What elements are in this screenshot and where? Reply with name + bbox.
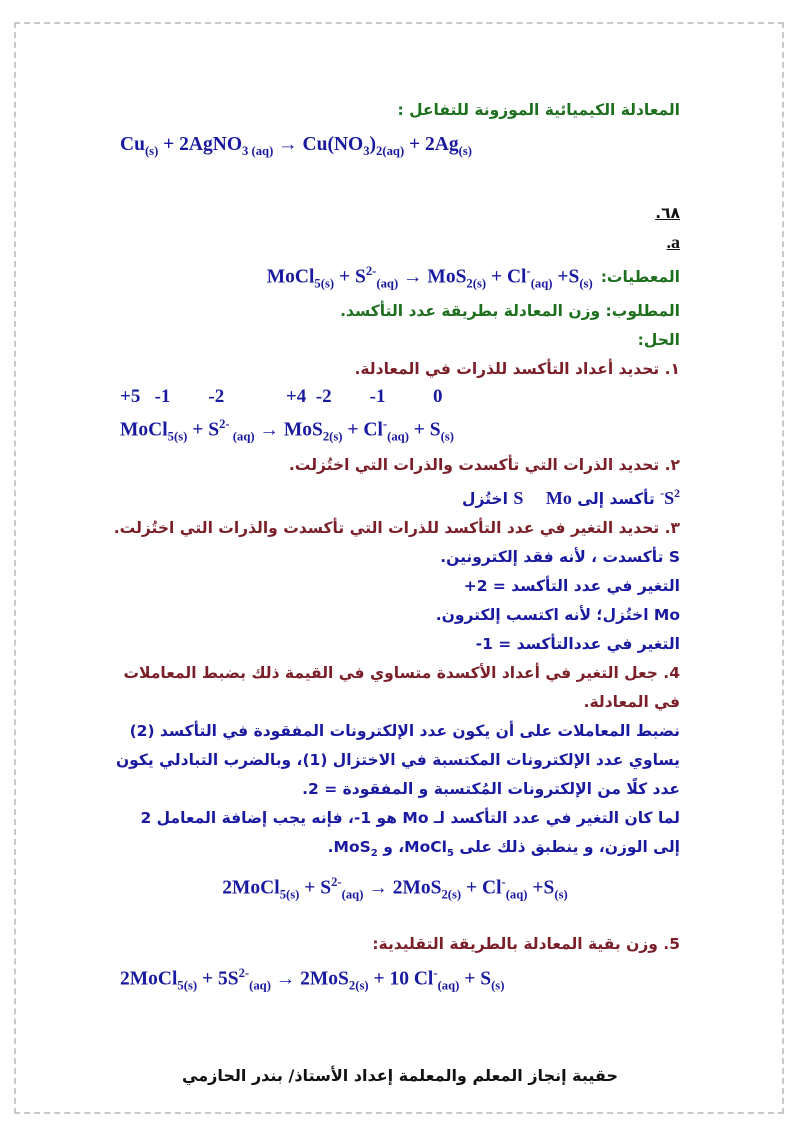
step-4: 4. جعل التغير في أعداد الأكسدة متساوي في القيمة ذلك بضبط المعاملات في المعادلة. <box>123 663 680 711</box>
change-minus-one: التغير في عددالتأكسد = 1- <box>475 634 680 653</box>
givens-label: المعطيات: <box>600 268 680 287</box>
part-label: a. <box>666 231 680 252</box>
question-number: ٦٨. <box>655 203 680 222</box>
equation-copper-silver: $Cu_{(s)}$ + 2AgNO$_{3 (aq)}$ → $Cu(NO_3)_{2(aq)} + 2Ag_{(s)}$ <box>120 134 472 158</box>
coefficient-paragraph-2: لما كان التغير في عدد التأكسد لـ Mo هو 1-، فإنه يجب إضافة المعامل 2 إلى الوزن، و ينطبق ذلك على MoCl$_5$، و MoS$_2$. <box>140 808 680 859</box>
step-2: ٢. تحديد الذرات التي تأكسدت والذرات التي اختُزلت. <box>288 455 680 474</box>
oxidized-to-text: تأكسد إلى <box>577 489 655 508</box>
equation-balanced-mo: 2MoCl$_{5(s)}$ + $S^{2-}_{(aq)} \to 2MoS_{2(s)} + Cl^-_{(aq)} +S_{(s)}$ <box>222 874 568 902</box>
coefficient-paragraph: نضبط المعاملات على أن يكون عدد الإلكترونات المفقودة في التأكسد (2) يساوي عدد الإلكترونات المكتسبة في الاختزال (1)، وبالضرب التبادلي يكون عدد كلًا من الإلكترونات المُكتسبة و المفقودة = 2. <box>115 721 680 798</box>
oxidized-reduced-line: $S^{2-}$ تأكسد إلى S Mo اختُزل <box>462 486 680 508</box>
mo-gained-electron: Mo اختُزل؛ لأنه اكتسب إلكترون. <box>435 605 680 624</box>
equation-givens: MoCl$_{5(s)}$ + $S^{2-}_{(aq)} \to MoS_{2(s)} + Cl^-_{(aq)} +S_{(s)}$ <box>266 263 593 291</box>
reduced-text: اختُزل <box>462 489 508 508</box>
footer-credit: حقيبة إنجاز المعلم والمعلمة إعداد الأستاذ/ بندر الحازمي <box>182 1066 618 1085</box>
oxidation-numbers: +5 -1 -2 +4 -2 -1 0 <box>120 386 443 408</box>
step-1: ١. تحديد أعداد التأكسد للذرات في المعادلة. <box>354 360 680 379</box>
solution-label: الحل: <box>637 331 680 350</box>
equation-with-oxidation: MoCl$_{5(s)}$ + $S^{2-}$ $_{(aq)} \to MoS_{2(s)} + Cl^-_{(aq)} + S_{(s)}$ <box>120 417 454 444</box>
step-3: ٣. تحديد التغير في عدد التأكسد للذرات التي تأكسدت والذرات التي اختُزلت. <box>113 518 680 537</box>
step-5: 5. وزن بقية المعادلة بالطريقة التقليدية: <box>372 935 680 954</box>
required-text: المطلوب: وزن المعادلة بطريقة عدد التأكسد. <box>340 302 680 321</box>
equation-final: 2MoCl$_{5(s)}$ + $5S^{2-}_{(aq)} \to 2MoS_{2(s)} + 10$ $Cl^-_{(aq)} + S_{(s)}$ <box>120 966 505 993</box>
change-plus-two: التغير في عدد التأكسد = 2+ <box>463 576 680 595</box>
para2-part-a: لما كان التغير في عدد التأكسد لـ Mo هو 1-، فإنه يجب إضافة المعامل 2 إلى الوزن، و ينطبق ذلك على MoCl <box>140 808 680 856</box>
s-lost-electrons: S تأكسدت ، لأنه فقد إلكترونين. <box>440 547 680 566</box>
balanced-equation-heading: المعادلة الكيميائية الموزونة للتفاعل : <box>397 101 680 119</box>
page-content <box>110 96 680 1000</box>
givens-row <box>110 257 680 297</box>
para2-part-b: ، و MoS <box>333 837 405 856</box>
